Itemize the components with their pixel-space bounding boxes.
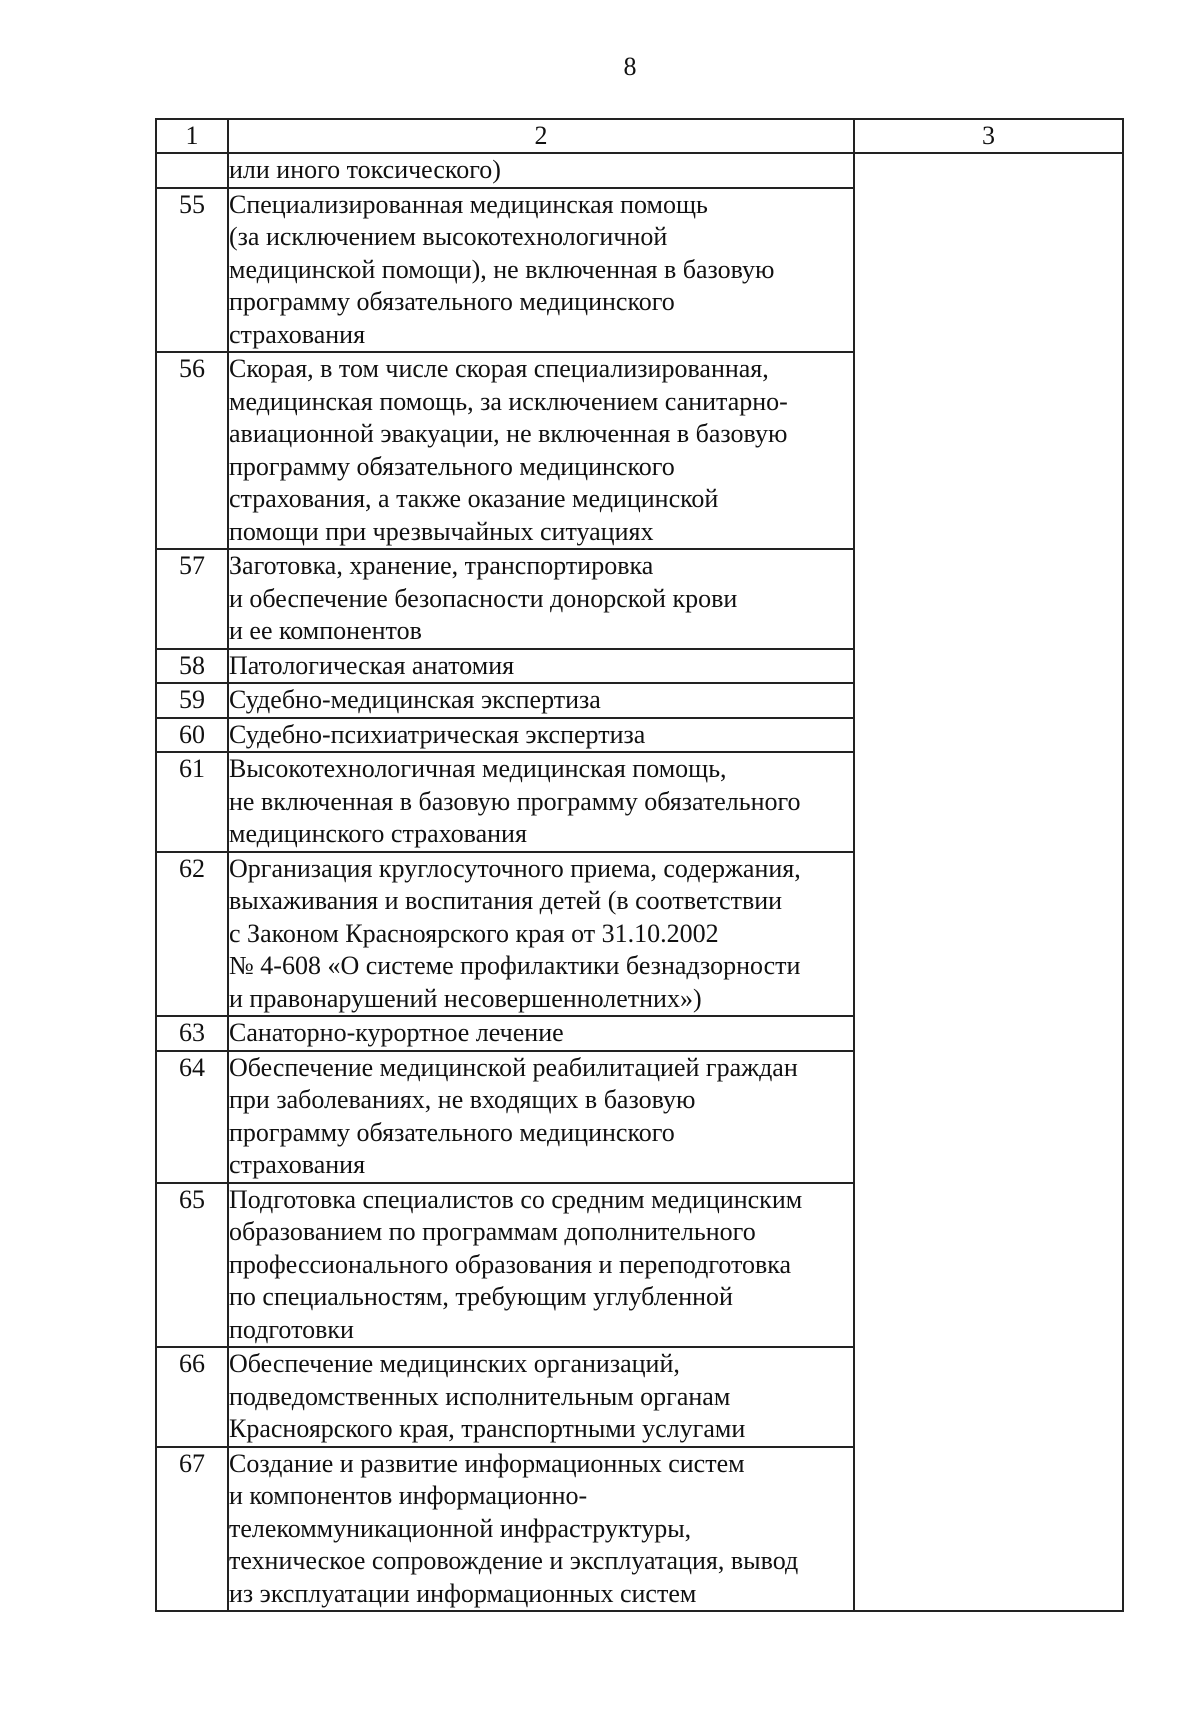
row-description: Патологическая анатомия	[228, 649, 854, 684]
row-number: 61	[156, 752, 228, 852]
page-number: 8	[623, 52, 637, 81]
table-row	[156, 153, 1123, 188]
row-description: Санаторно-курортное лечение	[228, 1016, 854, 1051]
row-number: 55	[156, 188, 228, 353]
row-number	[156, 153, 228, 188]
row-description: или иного токсического)	[228, 153, 854, 188]
column-3-empty-cell	[854, 153, 1123, 1611]
row-number: 65	[156, 1183, 228, 1348]
row-description: Обеспечение медицинских организаций, подведомственных исполнительным органам Красноярского края, транспортными услугами	[228, 1347, 854, 1447]
row-number: 59	[156, 683, 228, 718]
row-number: 62	[156, 852, 228, 1017]
row-number: 56	[156, 352, 228, 549]
row-number: 58	[156, 649, 228, 684]
row-description: Обеспечение медицинской реабилитацией граждан при заболеваниях, не входящих в базовую программу обязательного медицинского страхования	[228, 1051, 854, 1183]
row-number: 67	[156, 1447, 228, 1612]
header-col-1: 1	[156, 119, 228, 153]
row-number: 64	[156, 1051, 228, 1183]
services-table	[155, 118, 1124, 1612]
row-description: Организация круглосуточного приема, содержания, выхаживания и воспитания детей (в соответствии с Законом Красноярского края от 31.10.2002 № 4-608 «О системе профилактики безнадзорности и правонарушений несовершеннолетних»)	[228, 852, 854, 1017]
row-description: Заготовка, хранение, транспортировка и обеспечение безопасности донорской крови и ее компонентов	[228, 549, 854, 649]
table-body	[156, 119, 1123, 1611]
header-col-2: 2	[228, 119, 854, 153]
header-col-3: 3	[854, 119, 1123, 153]
row-number: 57	[156, 549, 228, 649]
row-number: 66	[156, 1347, 228, 1447]
row-description: Судебно-психиатрическая экспертиза	[228, 718, 854, 753]
row-description: Высокотехнологичная медицинская помощь, не включенная в базовую программу обязательного медицинского страхования	[228, 752, 854, 852]
table-header-row	[156, 119, 1123, 153]
row-number: 63	[156, 1016, 228, 1051]
row-description: Специализированная медицинская помощь (за исключением высокотехнологичной медицинской помощи), не включенная в базовую программу обязательного медицинского страхования	[228, 188, 854, 353]
row-description: Создание и развитие информационных систем и компонентов информационно- телекоммуникационной инфраструктуры, техническое сопровождение и эксплуатация, вывод из эксплуатации информационных систем	[228, 1447, 854, 1612]
row-description: Подготовка специалистов со средним медицинским образованием по программам дополнительного профессионального образования и переподготовка по специальностям, требующим углубленной подготовки	[228, 1183, 854, 1348]
row-description: Судебно-медицинская экспертиза	[228, 683, 854, 718]
row-description: Скорая, в том числе скорая специализированная, медицинская помощь, за исключением санитарно- авиационной эвакуации, не включенная в базовую программу обязательного медицинского страхования, а также оказание медицинской помощи при чрезвычайных ситуациях	[228, 352, 854, 549]
row-number: 60	[156, 718, 228, 753]
